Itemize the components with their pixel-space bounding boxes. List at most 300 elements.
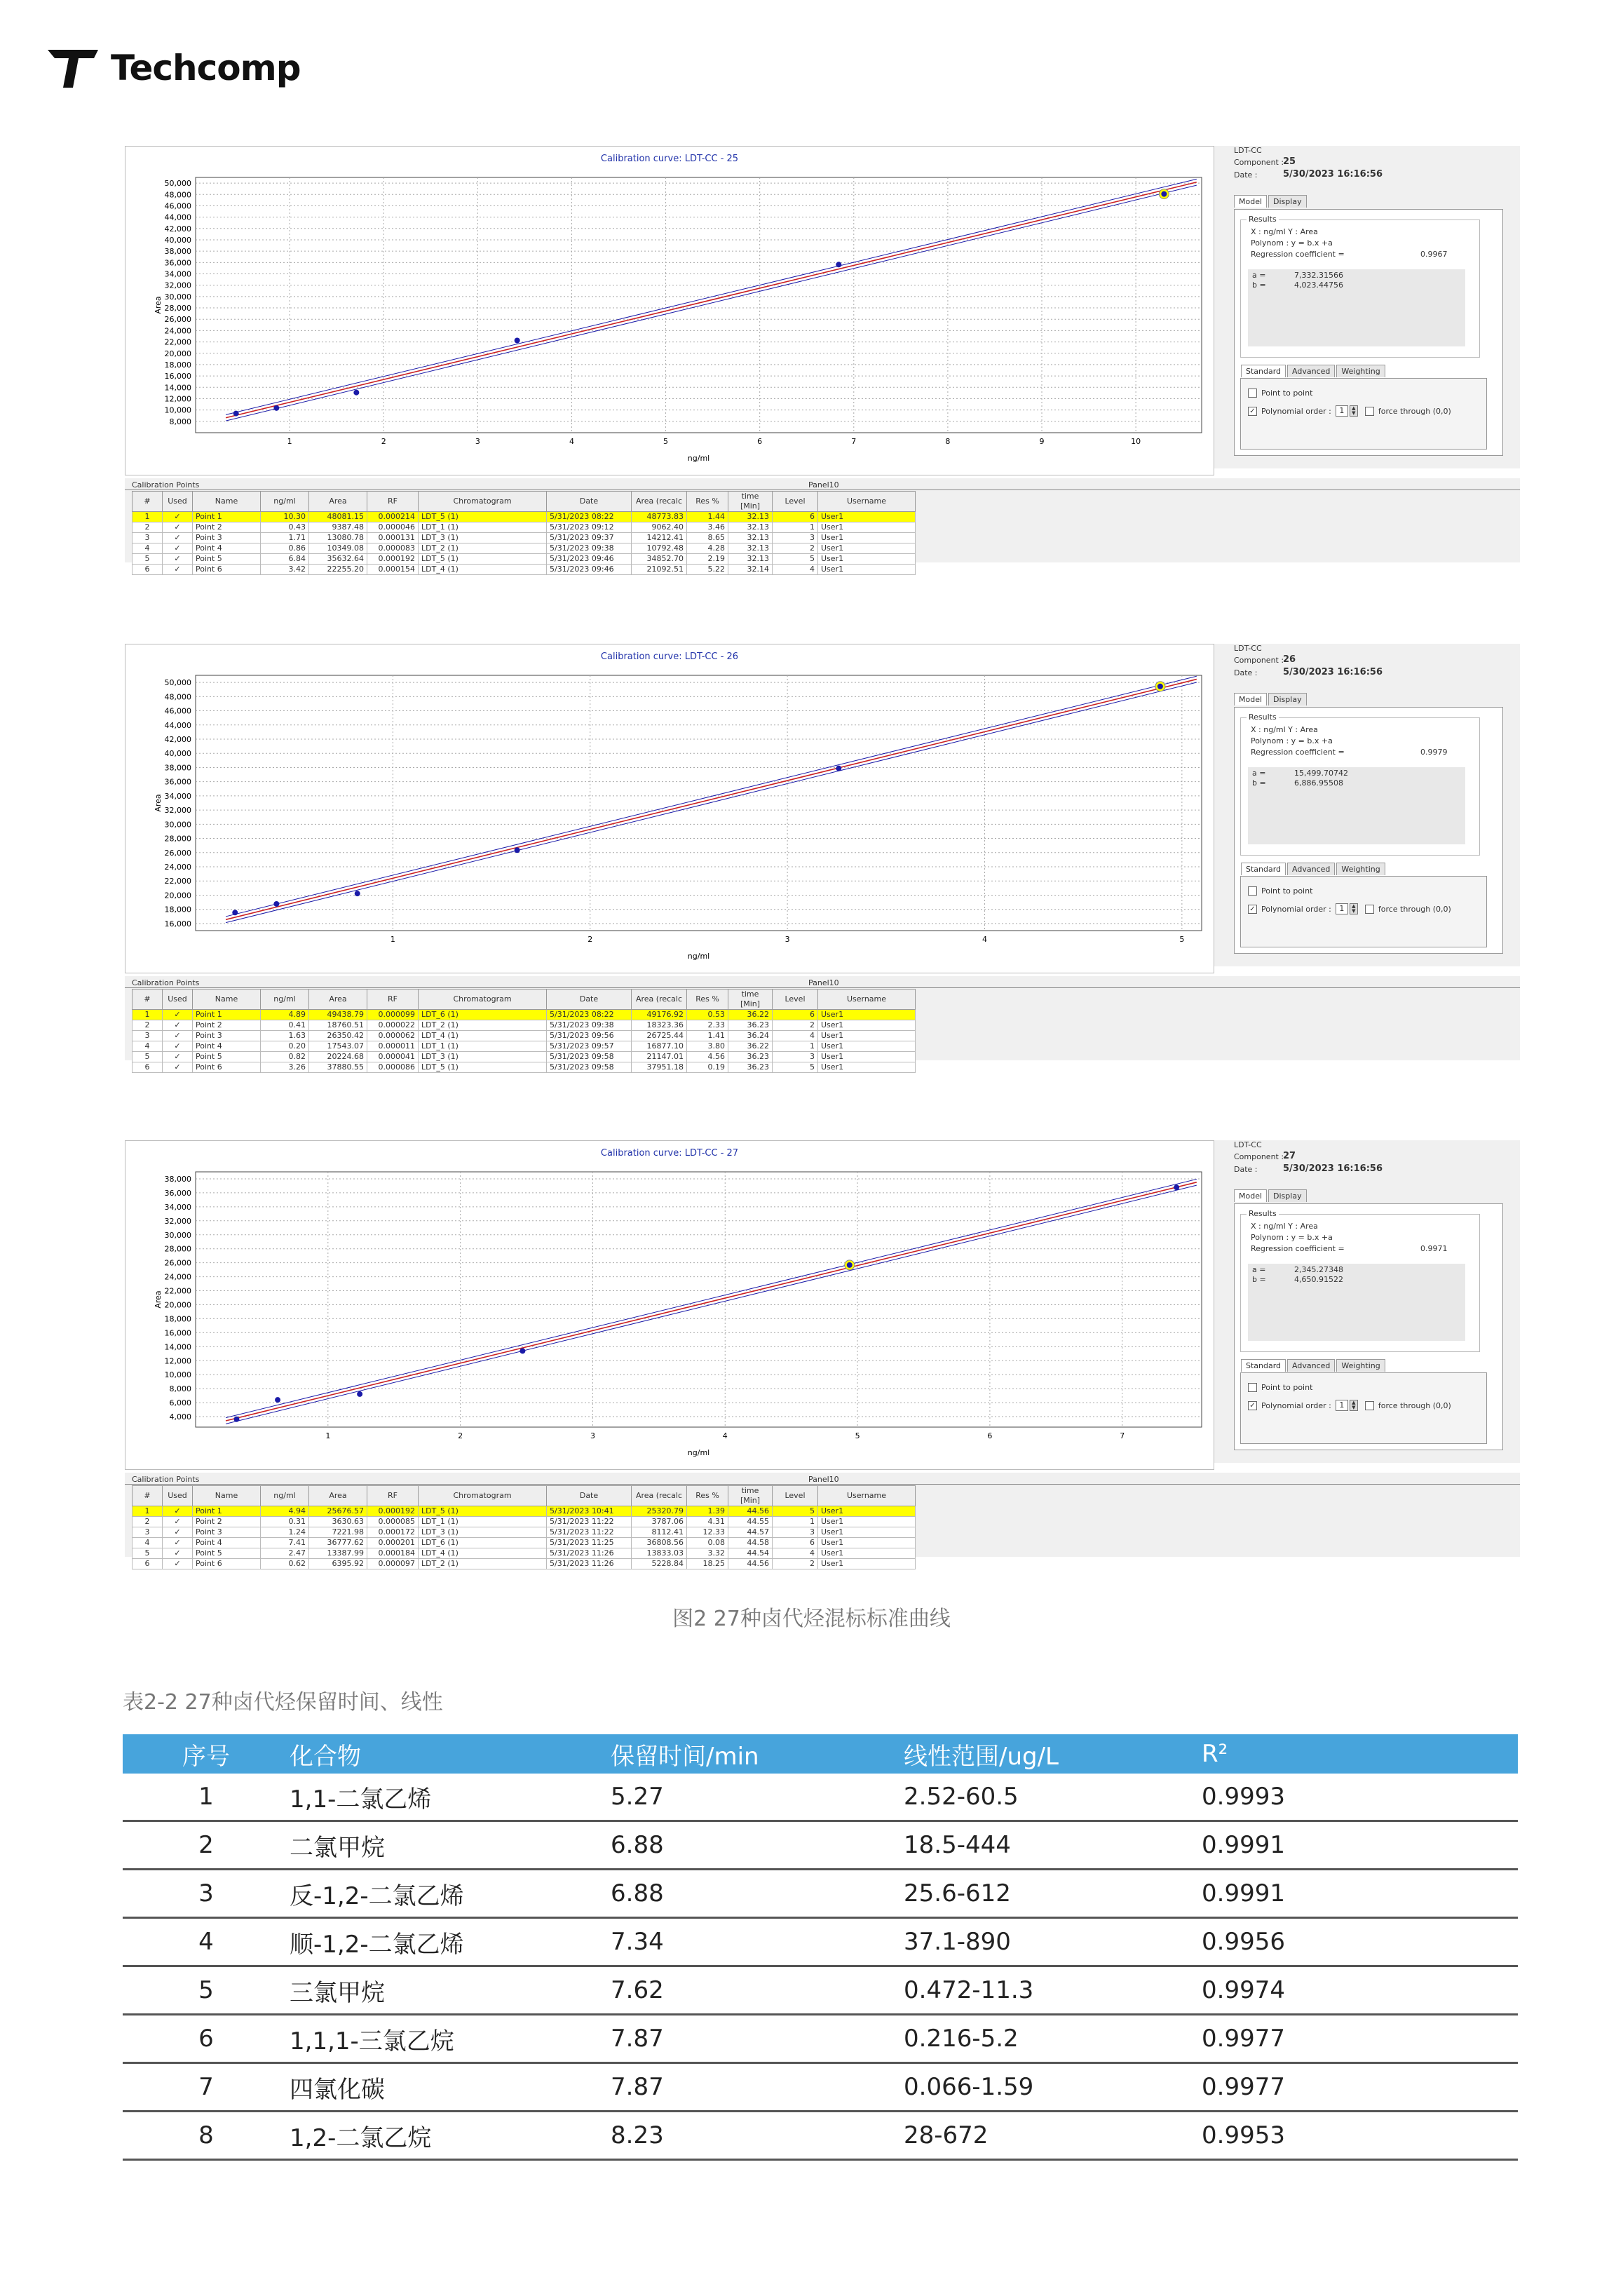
- b-value: 4,023.44756: [1294, 281, 1343, 290]
- data-point[interactable]: [515, 847, 520, 853]
- column-header[interactable]: RF: [367, 1486, 419, 1506]
- x-tick-label: 2: [458, 1431, 463, 1440]
- column-header[interactable]: #: [133, 492, 163, 512]
- column-header[interactable]: Date: [547, 1486, 632, 1506]
- a-value: 7,332.31566: [1294, 271, 1343, 280]
- username: User1: [818, 565, 916, 575]
- column-header[interactable]: Name: [193, 1486, 261, 1506]
- area-recalc: 10792.48: [632, 543, 687, 554]
- column-header[interactable]: time [Min]: [728, 990, 773, 1010]
- column-header[interactable]: Used: [163, 492, 193, 512]
- used-checkbox[interactable]: ✓: [163, 533, 193, 543]
- a-label: a =: [1252, 1265, 1266, 1274]
- retention-time: 32.14: [728, 565, 773, 575]
- table-caption: 表2-2 27种卤代烃保留时间、线性: [123, 1690, 443, 1715]
- column-header[interactable]: #: [133, 990, 163, 1010]
- retention-time: 32.13: [728, 543, 773, 554]
- calibration-points-title: Calibration Points: [132, 480, 200, 489]
- tab-display[interactable]: Display: [1268, 1189, 1307, 1202]
- level: 1: [773, 1041, 818, 1052]
- data-point[interactable]: [234, 1417, 240, 1422]
- residual: 3.46: [687, 522, 728, 533]
- calibration-row[interactable]: [133, 1052, 916, 1062]
- polynomial-order-input[interactable]: 1: [1336, 1400, 1348, 1411]
- row-index: 4: [133, 543, 163, 554]
- calibration-row[interactable]: [133, 565, 916, 575]
- chromatogram: LDT_5 (1): [419, 512, 547, 522]
- component-value: 27: [1283, 1151, 1296, 1161]
- concentration: 10.30: [261, 512, 309, 522]
- date: 5/31/2023 09:46: [547, 554, 632, 565]
- used-checkbox[interactable]: ✓: [163, 1031, 193, 1041]
- data-point[interactable]: [1157, 684, 1163, 689]
- area: 7221.98: [309, 1527, 367, 1538]
- calibration-divider: [125, 489, 1520, 490]
- calibration-row[interactable]: [133, 1020, 916, 1031]
- cell-retention-time: 6.88: [611, 1870, 904, 1918]
- component-value: 25: [1283, 156, 1296, 167]
- cell-linear-range: 18.5-444: [904, 1821, 1202, 1870]
- cell-linear-range: 25.6-612: [904, 1870, 1202, 1918]
- tab-advanced[interactable]: Advanced: [1287, 1359, 1335, 1372]
- calibration-row[interactable]: [133, 522, 916, 533]
- column-header[interactable]: #: [133, 1486, 163, 1506]
- date: 5/31/2023 09:46: [547, 565, 632, 575]
- tab-advanced[interactable]: Advanced: [1287, 863, 1335, 875]
- force-through-checkbox[interactable]: [1365, 407, 1374, 416]
- used-checkbox[interactable]: ✓: [163, 1559, 193, 1569]
- column-header[interactable]: Level: [773, 990, 818, 1010]
- point-to-point-option: [1248, 1383, 1312, 1392]
- y-tick-label: 30,000: [164, 820, 191, 830]
- calibration-row[interactable]: [133, 1010, 916, 1020]
- calibration-row[interactable]: [133, 1517, 916, 1527]
- component-label: Component :: [1234, 1152, 1284, 1161]
- concentration: 4.89: [261, 1010, 309, 1020]
- calibration-plot: [125, 644, 1214, 973]
- data-point[interactable]: [847, 1262, 853, 1268]
- column-header[interactable]: ng/ml: [261, 990, 309, 1010]
- area: 10349.08: [309, 543, 367, 554]
- a-label: a =: [1252, 769, 1266, 778]
- point-name: Point 5: [193, 1052, 261, 1062]
- cell-r2: 0.9956: [1202, 1918, 1518, 1966]
- header-compound: 化合物: [290, 1734, 611, 1774]
- used-checkbox[interactable]: ✓: [163, 522, 193, 533]
- used-checkbox[interactable]: ✓: [163, 1548, 193, 1559]
- data-point[interactable]: [836, 262, 841, 267]
- force-through-checkbox[interactable]: [1365, 905, 1374, 914]
- cell-r2: 0.9977: [1202, 2015, 1518, 2063]
- residual: 4.31: [687, 1517, 728, 1527]
- y-tick-label: 46,000: [164, 706, 191, 716]
- y-tick-label: 34,000: [164, 791, 191, 801]
- area: 36777.62: [309, 1538, 367, 1548]
- y-tick-label: 22,000: [164, 1286, 191, 1296]
- polynomial-order-option: [1248, 405, 1451, 417]
- table-row: [123, 1966, 1518, 2015]
- polynomial-order-checkbox[interactable]: ✓: [1248, 1401, 1257, 1410]
- calibration-row[interactable]: [133, 1559, 916, 1569]
- used-checkbox[interactable]: ✓: [163, 554, 193, 565]
- point-to-point-checkbox[interactable]: [1248, 1383, 1257, 1392]
- calibration-row[interactable]: [133, 1031, 916, 1041]
- calibration-row[interactable]: [133, 1538, 916, 1548]
- column-header[interactable]: Username: [818, 1486, 916, 1506]
- concentration: 4.94: [261, 1506, 309, 1517]
- used-checkbox[interactable]: ✓: [163, 1041, 193, 1052]
- rf: 0.000192: [367, 554, 419, 565]
- column-header[interactable]: time [Min]: [728, 492, 773, 512]
- data-point[interactable]: [232, 910, 238, 915]
- column-header[interactable]: Name: [193, 492, 261, 512]
- column-header[interactable]: Area: [309, 990, 367, 1010]
- column-header[interactable]: Date: [547, 492, 632, 512]
- column-header[interactable]: Level: [773, 492, 818, 512]
- column-header[interactable]: ng/ml: [261, 492, 309, 512]
- column-header[interactable]: Area: [309, 492, 367, 512]
- rf: 0.000085: [367, 1517, 419, 1527]
- rf: 0.000099: [367, 1010, 419, 1020]
- column-header[interactable]: Chromatogram: [419, 990, 547, 1010]
- polynomial-order-checkbox[interactable]: ✓: [1248, 407, 1257, 416]
- y-tick-label: 24,000: [164, 326, 191, 336]
- level: 1: [773, 1517, 818, 1527]
- column-header[interactable]: Res %: [687, 492, 728, 512]
- column-header[interactable]: Used: [163, 1486, 193, 1506]
- polynomial-order-checkbox[interactable]: ✓: [1248, 905, 1257, 914]
- column-header[interactable]: Chromatogram: [419, 1486, 547, 1506]
- retention-time: 32.13: [728, 554, 773, 565]
- row-index: 3: [133, 1031, 163, 1041]
- date-value: 5/30/2023 16:16:56: [1283, 1163, 1383, 1174]
- y-tick-label: 34,000: [164, 269, 191, 279]
- used-checkbox[interactable]: ✓: [163, 1517, 193, 1527]
- calibration-row[interactable]: [133, 543, 916, 554]
- x-tick-label: 5: [855, 1431, 860, 1440]
- rf: 0.000131: [367, 533, 419, 543]
- area-recalc: 21147.01: [632, 1052, 687, 1062]
- data-point[interactable]: [275, 1397, 280, 1403]
- cell-linear-range: 37.1-890: [904, 1918, 1202, 1966]
- y-tick-label: 18,000: [164, 1314, 191, 1324]
- tab-weighting[interactable]: Weighting: [1336, 863, 1385, 875]
- concentration: 3.42: [261, 565, 309, 575]
- polynomial-order-option: [1248, 903, 1451, 914]
- x-tick-label: 9: [1039, 437, 1045, 446]
- tab-model[interactable]: Model: [1234, 1189, 1267, 1202]
- residual: 0.19: [687, 1062, 728, 1073]
- retention-time: 36.23: [728, 1020, 773, 1031]
- calibration-plot: [125, 1141, 1214, 1469]
- level: 6: [773, 1538, 818, 1548]
- tab-display[interactable]: Display: [1268, 693, 1307, 705]
- data-point[interactable]: [273, 405, 279, 411]
- concentration: 1.63: [261, 1031, 309, 1041]
- tab-advanced[interactable]: Advanced: [1287, 365, 1335, 377]
- cell-index: 7: [123, 2063, 290, 2112]
- data-point[interactable]: [357, 1391, 362, 1397]
- data-point[interactable]: [836, 766, 841, 771]
- used-checkbox[interactable]: ✓: [163, 1506, 193, 1517]
- column-header[interactable]: Date: [547, 990, 632, 1010]
- force-through-checkbox[interactable]: [1365, 1401, 1374, 1410]
- point-to-point-label: Point to point: [1261, 886, 1313, 896]
- used-checkbox[interactable]: ✓: [163, 543, 193, 554]
- date-label: Date :: [1234, 668, 1258, 677]
- used-checkbox[interactable]: ✓: [163, 1538, 193, 1548]
- y-tick-label: 6,000: [169, 1398, 191, 1408]
- username: User1: [818, 522, 916, 533]
- area-recalc: 18323.36: [632, 1020, 687, 1031]
- x-tick-label: 5: [663, 437, 669, 446]
- column-header[interactable]: Chromatogram: [419, 492, 547, 512]
- model-tabs: [1234, 195, 1308, 208]
- rf: 0.000046: [367, 522, 419, 533]
- data-point[interactable]: [1161, 191, 1167, 197]
- residual: 3.32: [687, 1548, 728, 1559]
- used-checkbox[interactable]: ✓: [163, 1020, 193, 1031]
- cell-linear-range: 28-672: [904, 2112, 1202, 2160]
- standard-tabs: [1241, 863, 1387, 875]
- column-header[interactable]: Area (recalc: [632, 1486, 687, 1506]
- cell-index: 2: [123, 1821, 290, 1870]
- used-checkbox[interactable]: ✓: [163, 512, 193, 522]
- tab-standard[interactable]: Standard: [1241, 365, 1286, 377]
- point-to-point-option: [1248, 886, 1312, 896]
- area-recalc: 36808.56: [632, 1538, 687, 1548]
- calibration-row[interactable]: [133, 554, 916, 565]
- y-tick-label: 18,000: [164, 360, 191, 370]
- x-tick-label: 4: [569, 437, 574, 446]
- chromatogram: LDT_5 (1): [419, 1062, 547, 1073]
- rf: 0.000041: [367, 1052, 419, 1062]
- username: User1: [818, 554, 916, 565]
- calibration-points-title: Calibration Points: [132, 978, 200, 987]
- header-linear-range: 线性范围/ug/L: [904, 1734, 1202, 1774]
- area-recalc: 5228.84: [632, 1559, 687, 1569]
- table-row: [123, 2112, 1518, 2160]
- tab-standard[interactable]: Standard: [1241, 1359, 1286, 1372]
- calibration-points-window: [125, 478, 1520, 574]
- tab-display[interactable]: Display: [1268, 195, 1307, 208]
- used-checkbox[interactable]: ✓: [163, 565, 193, 575]
- rf: 0.000062: [367, 1031, 419, 1041]
- date: 5/31/2023 09:56: [547, 1031, 632, 1041]
- point-to-point-checkbox[interactable]: [1248, 389, 1257, 398]
- regression-value: 0.9971: [1420, 1244, 1448, 1253]
- row-index: 3: [133, 1527, 163, 1538]
- y-tick-label: 18,000: [164, 905, 191, 914]
- y-tick-label: 28,000: [164, 304, 191, 313]
- order-spinner[interactable]: ▲ ▼: [1350, 903, 1358, 914]
- y-tick-label: 8,000: [169, 1384, 191, 1394]
- point-to-point-checkbox[interactable]: [1248, 886, 1257, 896]
- tab-weighting[interactable]: Weighting: [1336, 365, 1385, 377]
- x-axis-label: ng/ml: [687, 454, 710, 463]
- retention-time: 44.55: [728, 1517, 773, 1527]
- tab-model[interactable]: Model: [1234, 693, 1267, 705]
- date: 5/31/2023 08:22: [547, 512, 632, 522]
- chart-window: [125, 1140, 1520, 1463]
- cell-compound: 四氯化碳: [290, 2063, 611, 2112]
- calibration-row[interactable]: [133, 1548, 916, 1559]
- row-index: 5: [133, 554, 163, 565]
- y-tick-label: 12,000: [164, 394, 191, 404]
- tab-model[interactable]: Model: [1234, 195, 1267, 208]
- calibration-row[interactable]: [133, 1041, 916, 1052]
- order-spinner[interactable]: ▲ ▼: [1350, 405, 1358, 417]
- calibration-header-row: [133, 492, 916, 512]
- retention-time: 44.58: [728, 1538, 773, 1548]
- column-header[interactable]: Level: [773, 1486, 818, 1506]
- row-index: 6: [133, 565, 163, 575]
- cell-compound: 三氯甲烷: [290, 1966, 611, 2015]
- cell-compound: 1,1,1-三氯乙烷: [290, 2015, 611, 2063]
- column-header[interactable]: time [Min]: [728, 1486, 773, 1506]
- column-header[interactable]: ng/ml: [261, 1486, 309, 1506]
- area: 37880.55: [309, 1062, 367, 1073]
- data-point[interactable]: [233, 411, 239, 417]
- tab-standard[interactable]: Standard: [1241, 863, 1286, 875]
- column-header[interactable]: Area (recalc: [632, 492, 687, 512]
- method-name: LDT-CC: [1234, 1140, 1262, 1149]
- used-checkbox[interactable]: ✓: [163, 1527, 193, 1538]
- column-header[interactable]: Res %: [687, 990, 728, 1010]
- model-side-panel: [1234, 146, 1520, 468]
- polynomial-order-input[interactable]: 1: [1336, 903, 1348, 914]
- table-row: [123, 2015, 1518, 2063]
- tab-weighting[interactable]: Weighting: [1336, 1359, 1385, 1372]
- column-header[interactable]: RF: [367, 990, 419, 1010]
- y-tick-label: 14,000: [164, 383, 191, 393]
- column-header[interactable]: Res %: [687, 1486, 728, 1506]
- cell-compound: 1,2-二氯乙烷: [290, 2112, 611, 2160]
- retention-time: 44.54: [728, 1548, 773, 1559]
- row-index: 1: [133, 512, 163, 522]
- polynomial-order-input[interactable]: 1: [1336, 405, 1348, 417]
- data-point[interactable]: [273, 901, 279, 907]
- column-header[interactable]: Name: [193, 990, 261, 1010]
- x-tick-label: 1: [287, 437, 292, 446]
- y-tick-label: 30,000: [164, 292, 191, 302]
- table-row: [123, 1821, 1518, 1870]
- concentration: 0.41: [261, 1020, 309, 1031]
- used-checkbox[interactable]: ✓: [163, 1052, 193, 1062]
- concentration: 0.31: [261, 1517, 309, 1527]
- y-tick-label: 32,000: [164, 1216, 191, 1226]
- used-checkbox[interactable]: ✓: [163, 1062, 193, 1073]
- calibration-points-table: [132, 989, 916, 1073]
- x-tick-label: 4: [722, 1431, 728, 1440]
- order-spinner[interactable]: ▲ ▼: [1350, 1400, 1358, 1411]
- y-tick-label: 38,000: [164, 247, 191, 257]
- calibration-row[interactable]: [133, 1062, 916, 1073]
- column-header[interactable]: Area: [309, 1486, 367, 1506]
- y-tick-label: 4,000: [169, 1412, 191, 1422]
- area-recalc: 16877.10: [632, 1041, 687, 1052]
- date: 5/31/2023 11:22: [547, 1527, 632, 1538]
- data-point[interactable]: [520, 1348, 525, 1353]
- data-point[interactable]: [515, 338, 520, 344]
- data-point[interactable]: [1174, 1184, 1179, 1190]
- username: User1: [818, 1010, 916, 1020]
- date: 5/31/2023 11:22: [547, 1517, 632, 1527]
- username: User1: [818, 1020, 916, 1031]
- y-tick-label: 50,000: [164, 179, 191, 189]
- calibration-row[interactable]: [133, 533, 916, 543]
- chromatogram: LDT_3 (1): [419, 533, 547, 543]
- data-point[interactable]: [353, 390, 359, 396]
- data-point[interactable]: [355, 891, 360, 896]
- y-tick-label: 44,000: [164, 720, 191, 730]
- column-header[interactable]: Username: [818, 492, 916, 512]
- rf: 0.000022: [367, 1020, 419, 1031]
- rf: 0.000097: [367, 1559, 419, 1569]
- area: 9387.48: [309, 522, 367, 533]
- y-tick-label: 28,000: [164, 834, 191, 844]
- xy-line: X : ng/ml Y : Area: [1251, 227, 1318, 236]
- residual: 1.44: [687, 512, 728, 522]
- calibration-row[interactable]: [133, 1527, 916, 1538]
- x-tick-label: 3: [475, 437, 480, 446]
- y-tick-label: 46,000: [164, 201, 191, 211]
- calibration-divider: [125, 1484, 1520, 1485]
- y-tick-label: 30,000: [164, 1230, 191, 1240]
- area: 17543.07: [309, 1041, 367, 1052]
- column-header[interactable]: Used: [163, 990, 193, 1010]
- date: 5/31/2023 09:38: [547, 1020, 632, 1031]
- residual: 3.80: [687, 1041, 728, 1052]
- area: 20224.68: [309, 1052, 367, 1062]
- x-tick-label: 6: [987, 1431, 993, 1440]
- row-index: 5: [133, 1548, 163, 1559]
- retention-time: 44.56: [728, 1559, 773, 1569]
- area-recalc: 48773.83: [632, 512, 687, 522]
- area: 22255.20: [309, 565, 367, 575]
- rf: 0.000083: [367, 543, 419, 554]
- concentration: 1.71: [261, 533, 309, 543]
- retention-time: 32.13: [728, 522, 773, 533]
- x-tick-label: 7: [1120, 1431, 1125, 1440]
- used-checkbox[interactable]: ✓: [163, 1010, 193, 1020]
- row-index: 4: [133, 1041, 163, 1052]
- table-row: [123, 1918, 1518, 1966]
- cell-index: 5: [123, 1966, 290, 2015]
- y-tick-label: 26,000: [164, 1258, 191, 1268]
- regression-label: Regression coefficient =: [1251, 1244, 1345, 1253]
- column-header[interactable]: Area (recalc: [632, 990, 687, 1010]
- column-header[interactable]: RF: [367, 492, 419, 512]
- y-axis-label: Area: [154, 1290, 163, 1309]
- retention-linearity-table: [123, 1734, 1518, 2161]
- column-header[interactable]: Username: [818, 990, 916, 1010]
- rf: 0.000201: [367, 1538, 419, 1548]
- model-tab-content: [1234, 209, 1503, 456]
- calibration-row[interactable]: [133, 1506, 916, 1517]
- b-label: b =: [1252, 281, 1266, 290]
- force-through-label: force through (0,0): [1378, 904, 1451, 914]
- calibration-row[interactable]: [133, 512, 916, 522]
- point-name: Point 1: [193, 512, 261, 522]
- concentration: 0.86: [261, 543, 309, 554]
- plot-frame: [196, 177, 1202, 433]
- area-recalc: 9062.40: [632, 522, 687, 533]
- cell-compound: 顺-1,2-二氯乙烯: [290, 1918, 611, 1966]
- point-name: Point 3: [193, 1031, 261, 1041]
- regression-value: 0.9979: [1420, 748, 1448, 757]
- y-tick-label: 32,000: [164, 281, 191, 290]
